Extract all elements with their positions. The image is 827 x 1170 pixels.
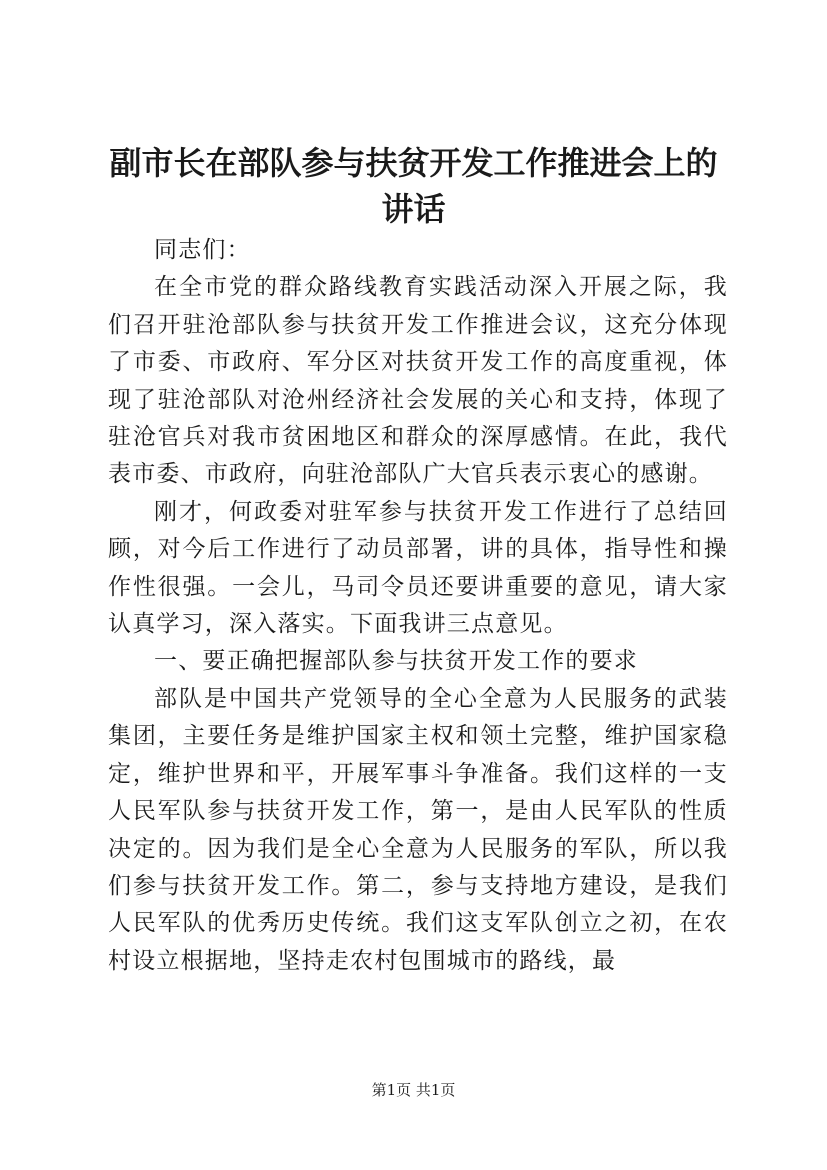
page-footer: 第1页 共1页 (371, 1081, 456, 1099)
document-title: 副市长在部队参与扶贫开发工作推进会上的讲话 (109, 144, 718, 228)
salutation: 同志们： (154, 237, 251, 263)
paragraph-2: 刚才，何政委对驻军参与扶贫开发工作进行了总结回顾，对今后工作进行了动员部署，讲的具体，指导性和操作性很强。一会儿，马司令员还要讲重要的意见，请大家认真学习，深入落实。下面我讲三点意见。 (108, 498, 728, 638)
paragraph-3: 部队是中国共产党领导的全心全意为人民服务的武装集团，主要任务是维护国家主权和领土完整，维护国家稳定，维护世界和平，开展军事斗争准备。我们这样的一支人民军队参与扶贫开发工作，第一，是由人民军队的性质决定的。因为我们是全心全意为人民服务的军队，所以我们参与扶贫开发工作。第二，参与支持地方建设，是我们人民军队的优秀历史传统。我们这支军队创立之初，在农村设立根据地，坚持走农村包围城市的路线，最 (108, 685, 728, 974)
document-body (108, 232, 728, 980)
paragraph-1: 在全市党的群众路线教育实践活动深入开展之际，我们召开驻沧部队参与扶贫开发工作推进会议，这充分体现了市委、市政府、军分区对扶贫开发工作的高度重视，体现了驻沧部队对沧州经济社会发展的关心和支持，体现了驻沧官兵对我市贫困地区和群众的深厚感情。在此，我代表市委、市政府，向驻沧部队广大官兵表示衷心的感谢。 (108, 274, 728, 488)
section-heading-1: 一、要正确把握部队参与扶贫开发工作的要求 (154, 648, 638, 675)
